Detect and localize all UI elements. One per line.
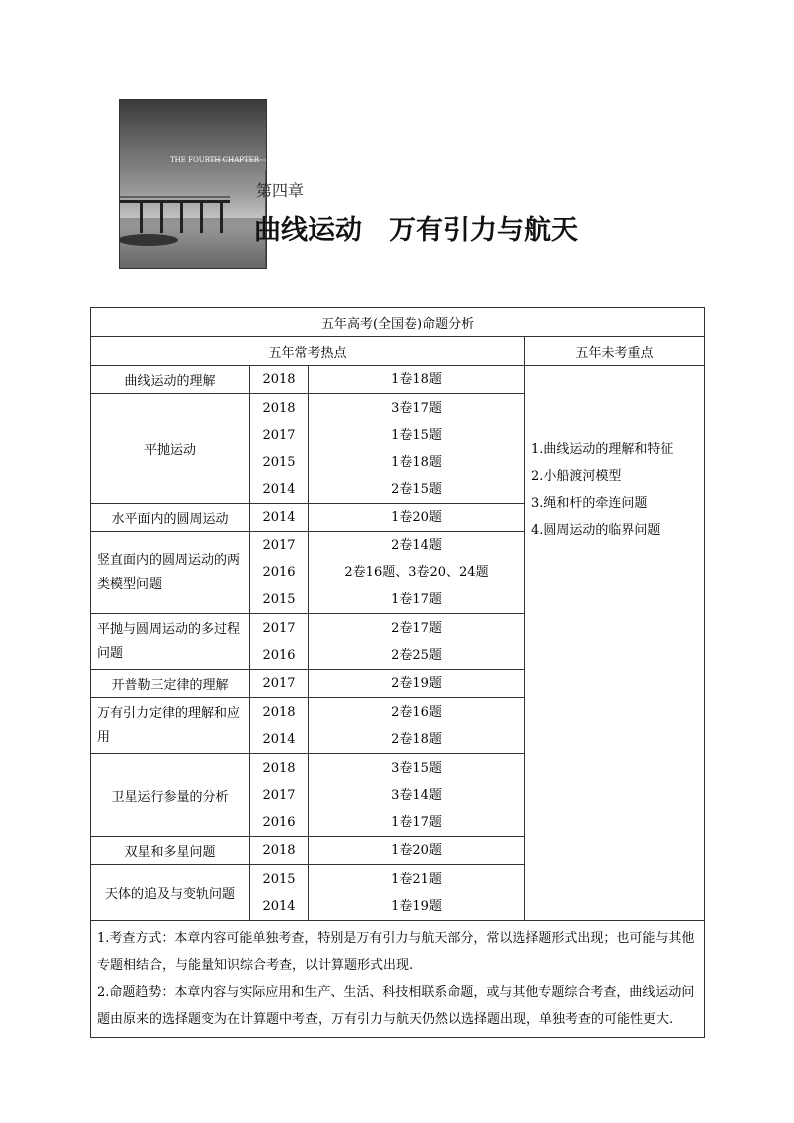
- paper: 1卷17题: [391, 592, 442, 607]
- untested-list: [525, 366, 705, 921]
- year: 2017: [262, 676, 296, 691]
- untested-item: 3.绳和杆的牵连问题: [531, 496, 648, 511]
- paper: 2卷16题: [391, 704, 442, 720]
- year: 2016: [262, 647, 296, 663]
- topic-cell: 曲线运动的理解: [91, 366, 250, 394]
- year: 2017: [262, 787, 296, 803]
- paper: 1卷18题: [391, 454, 442, 470]
- year: 2018: [262, 843, 296, 858]
- paper: 1卷15题: [391, 427, 442, 443]
- paper: 1卷20题: [391, 510, 442, 525]
- untested-item: 1.曲线运动的理解和特征: [531, 442, 674, 457]
- paper: 2卷17题: [391, 620, 442, 636]
- analysis-table: [90, 307, 705, 1038]
- topic-cell: 万有引力定律的理解和应用: [91, 698, 250, 754]
- paper: 2卷15题: [391, 481, 442, 497]
- year: 2016: [262, 565, 296, 580]
- paper: 1卷17题: [391, 814, 442, 830]
- note-paragraph: 1.考查方式：本章内容可能单独考查，特别是万有引力与航天部分，常以选择题形式出现；也可能与其他专题相结合，与能量知识综合考查，以计算题形式出现.: [97, 931, 695, 973]
- paper: 1卷19题: [391, 898, 442, 914]
- topic-cell: 平抛运动: [91, 394, 250, 504]
- paper: 1卷20题: [391, 843, 442, 858]
- hot-header: 五年常考热点: [91, 337, 525, 366]
- year: 2014: [262, 731, 296, 747]
- paper: 2卷19题: [391, 676, 442, 691]
- year: 2016: [262, 814, 296, 830]
- chapter-label: 第四章: [256, 181, 305, 200]
- paper: 3卷15题: [391, 760, 442, 776]
- topic-cell: 天体的追及与变轨问题: [91, 865, 250, 921]
- paper: 1卷21题: [391, 871, 442, 887]
- paper: 3卷14题: [391, 787, 442, 803]
- year: 2015: [262, 454, 296, 470]
- notes-cell: [91, 921, 705, 1038]
- year: 2018: [262, 760, 296, 776]
- untested-header: 五年未考重点: [525, 337, 705, 366]
- topic-cell: 开普勒三定律的理解: [91, 670, 250, 698]
- topic-cell: 水平面内的圆周运动: [91, 504, 250, 532]
- paper: 2卷14题: [391, 538, 442, 553]
- photo-caption: THE FOURTH CHAPTER: [170, 156, 260, 164]
- year: 2017: [262, 538, 296, 553]
- untested-item: 4.圆周运动的临界问题: [531, 523, 661, 538]
- year: 2014: [262, 481, 296, 497]
- year: 2014: [262, 898, 296, 914]
- paper: 2卷16题、3卷20、24题: [344, 565, 489, 580]
- topic-cell: 平抛与圆周运动的多过程问题: [91, 614, 250, 670]
- year: 2018: [262, 704, 296, 720]
- paper: 3卷17题: [391, 400, 442, 416]
- year: 2017: [262, 427, 296, 443]
- chapter-title: 曲线运动 万有引力与航天: [254, 215, 578, 246]
- paper: 1卷18题: [391, 372, 442, 387]
- year: 2015: [262, 871, 296, 887]
- table-title: 五年高考(全国卷)命题分析: [91, 308, 705, 337]
- chapter-cover-photo: [119, 99, 267, 269]
- note-paragraph: 2.命题趋势：本章内容与实际应用和生产、生活、科技相联系命题，或与其他专题综合考查，曲线运动问题由原来的选择题变为在计算题中考查，万有引力与航天仍然以选择题出现，单独考查的可能性更大.: [97, 985, 695, 1027]
- untested-item: 2.小船渡河模型: [531, 469, 622, 484]
- year: 2017: [262, 620, 296, 636]
- year: 2018: [262, 372, 296, 387]
- topic-cell: 卫星运行参量的分析: [91, 754, 250, 837]
- year: 2018: [262, 400, 296, 416]
- topic-cell: 竖直面内的圆周运动的两类模型问题: [91, 532, 250, 614]
- year: 2014: [262, 510, 296, 525]
- topic-cell: 双星和多星问题: [91, 837, 250, 865]
- year: 2015: [262, 592, 296, 607]
- paper: 2卷25题: [391, 647, 442, 663]
- paper: 2卷18题: [391, 731, 442, 747]
